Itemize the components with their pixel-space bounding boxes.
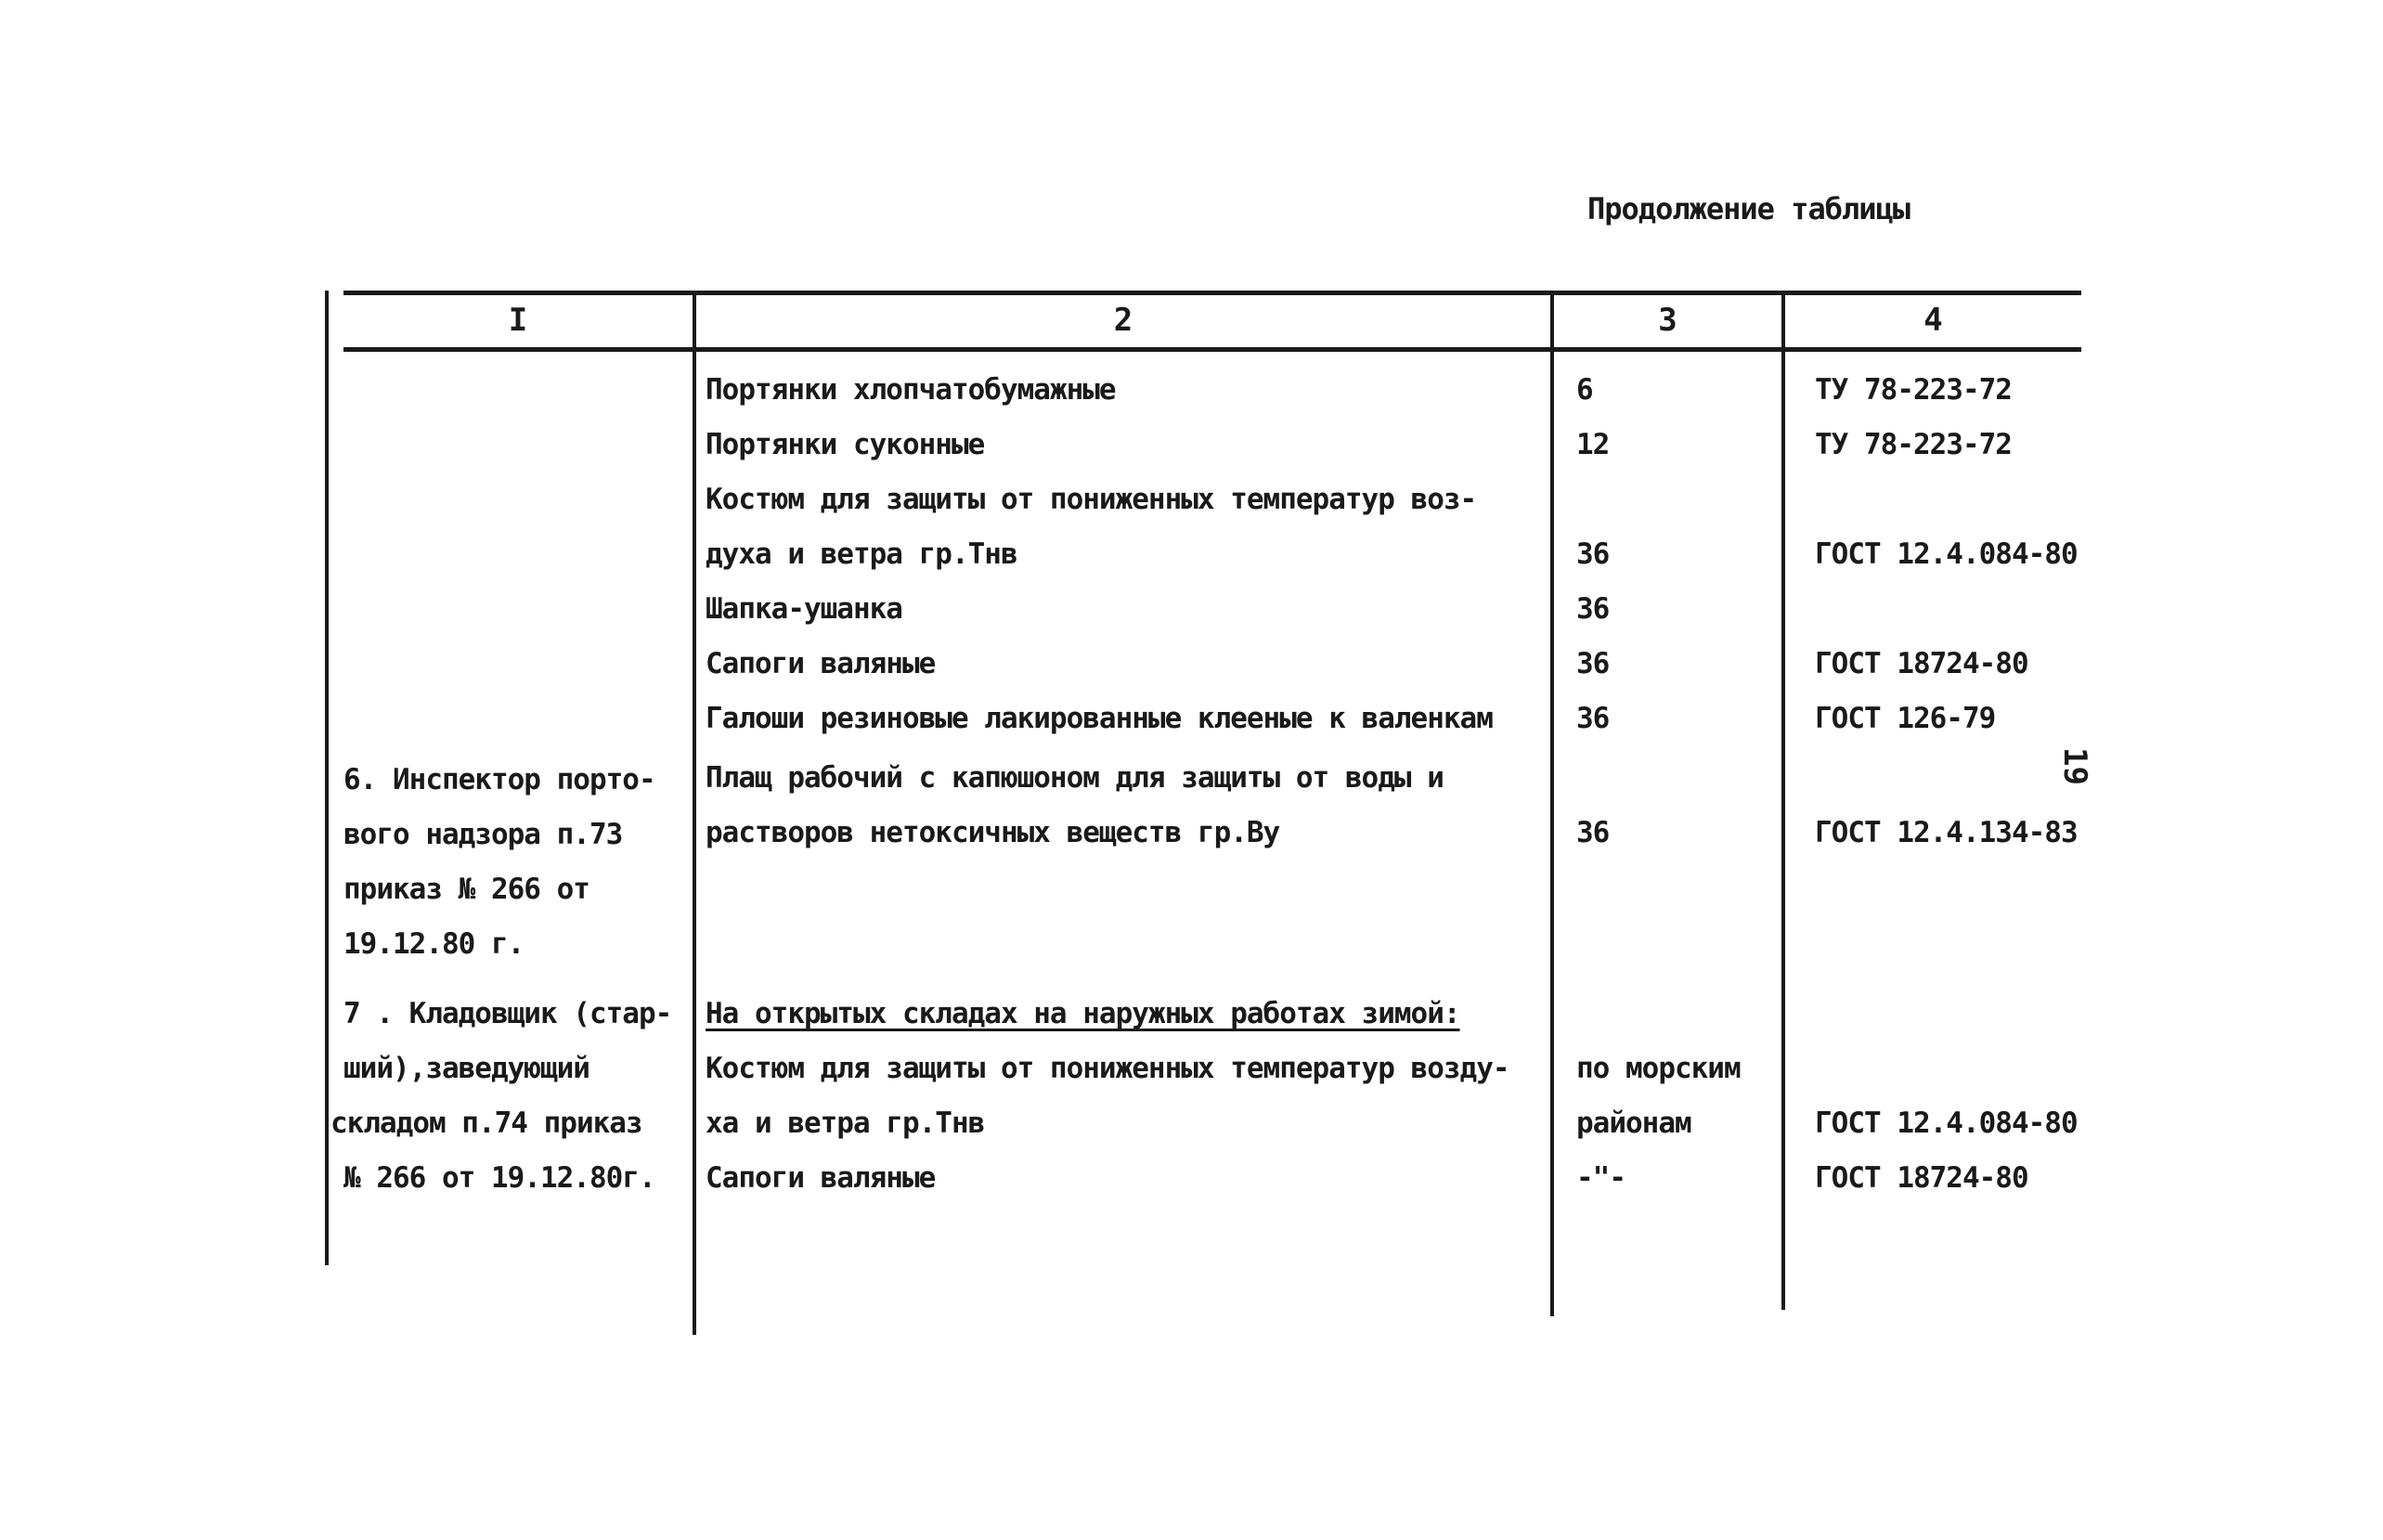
header-col-4: 4 (1923, 302, 1943, 339)
item-line-4: духа и ветра гр.Тнв (706, 537, 1017, 571)
table-top-rule (343, 291, 2081, 295)
standard-2: ТУ 78-223-72 (1815, 428, 2012, 461)
header-col-1: I (508, 302, 528, 339)
header-col-3: 3 (1658, 302, 1677, 339)
period-1: 6 (1576, 373, 1593, 407)
table-left-rule (325, 291, 329, 1265)
item-line-13: Сапоги валяные (706, 1161, 936, 1195)
item-line-2: Портянки суконные (706, 428, 985, 461)
period-4: 36 (1576, 592, 1610, 626)
item-line-8: Плащ рабочий с капюшоном для защиты от воды и (706, 761, 1444, 795)
period-9: районам (1576, 1106, 1691, 1140)
item-line-1: Портянки хлопчатобумажные (706, 373, 1116, 407)
position-7-line-2: ший),заведующий (343, 1052, 589, 1085)
standard-1: ТУ 78-223-72 (1815, 373, 2012, 407)
standard-4: ГОСТ 18724-80 (1815, 647, 2028, 680)
item-line-7: Галоши резиновые лакированные клееные к валенкам (706, 702, 1493, 735)
item-line-9: растворов нетоксичных веществ гр.Ву (706, 816, 1280, 849)
standard-8: ГОСТ 18724-80 (1815, 1161, 2028, 1195)
period-7: 36 (1576, 816, 1610, 849)
position-6-line-4: 19.12.80 г. (343, 927, 525, 961)
period-5: 36 (1576, 647, 1610, 680)
standard-3: ГОСТ 12.4.084-80 (1815, 537, 2078, 571)
period-3: 36 (1576, 537, 1610, 571)
position-6-line-2: вого надзора п.73 (343, 818, 623, 851)
position-6-line-1: 6. Инспектор порто- (343, 763, 655, 796)
period-8: по морским (1576, 1052, 1741, 1085)
header-col-2: 2 (1113, 302, 1133, 339)
position-7-line-4: № 266 от 19.12.80г. (343, 1161, 655, 1195)
item-line-12: ха и ветра гр.Тнв (706, 1106, 985, 1140)
standard-6: ГОСТ 12.4.134-83 (1815, 816, 2078, 849)
position-6-line-3: приказ № 266 от (343, 873, 589, 906)
item-line-6: Сапоги валяные (706, 647, 936, 680)
position-7-line-1: 7 . Кладовщик (стар- (343, 997, 672, 1030)
period-6: 36 (1576, 702, 1610, 735)
column-divider-3-4 (1781, 291, 1785, 1310)
position-7-line-3: складом п.74 приказ (330, 1106, 642, 1140)
item-line-5: Шапка-ушанка (706, 592, 902, 626)
table-header-rule (343, 347, 2081, 352)
standard-5: ГОСТ 126-79 (1815, 702, 1996, 735)
item-section-heading: На открытых складах на наружных работах зимой: (706, 997, 1460, 1030)
item-line-11: Костюм для защиты от пониженных температур возду- (706, 1052, 1509, 1085)
item-line-3: Костюм для защиты от пониженных температур воз- (706, 483, 1477, 516)
column-divider-1-2 (693, 291, 696, 1335)
period-2: 12 (1576, 428, 1610, 461)
page-number: 19 (2056, 747, 2093, 785)
period-10: -"- (1576, 1161, 1625, 1195)
standard-7: ГОСТ 12.4.084-80 (1815, 1106, 2078, 1140)
column-divider-2-3 (1550, 291, 1554, 1316)
table-continuation-caption: Продолжение таблицы (1587, 191, 1910, 226)
